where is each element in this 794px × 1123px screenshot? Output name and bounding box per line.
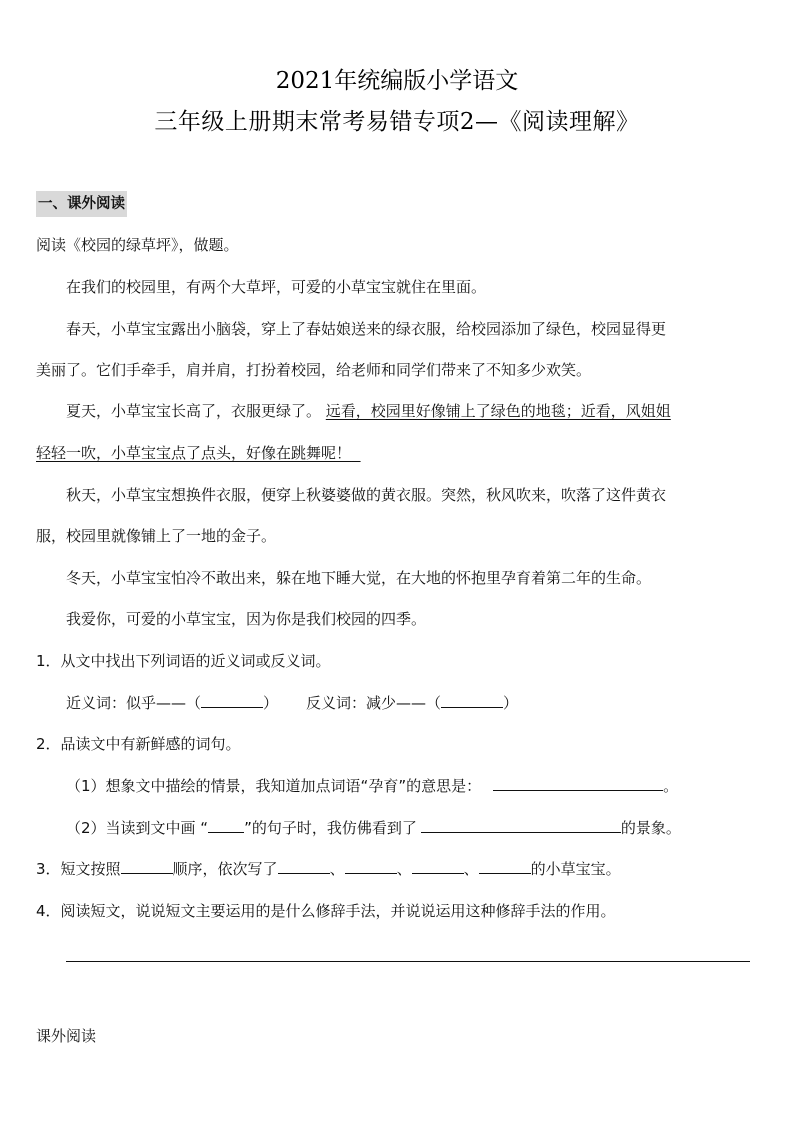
question-3-end: 的小草宝宝。 — [530, 860, 621, 878]
season-blank-1[interactable] — [278, 858, 330, 874]
season-blank-3[interactable] — [412, 858, 464, 874]
question-1: 1．从文中找出下列词语的近义词或反义词。 — [36, 652, 331, 670]
question-2-sub-2 — [66, 817, 681, 839]
season-blank-2[interactable] — [345, 858, 397, 874]
question-3-middle: 顺序，依次写了 — [172, 860, 278, 878]
separator-2: 、 — [396, 860, 412, 878]
question-4-answer-line[interactable] — [66, 961, 750, 962]
order-answer-blank[interactable] — [121, 858, 173, 874]
title-line-1: 2021年统编版小学语文 — [275, 68, 519, 94]
passage-paragraph-1: 在我们的校园里，有两个大草坪，可爱的小草宝宝就住在里面。 — [66, 278, 487, 296]
separator-1: 、 — [329, 860, 345, 878]
summer-sentence: 夏天，小草宝宝长高了，衣服更绿了。 — [66, 402, 322, 420]
question-2-2-middle: ”的句子时，我仿佛看到了 — [244, 819, 417, 837]
antonym-close: ） — [503, 694, 519, 712]
passage-paragraph-5: 冬天，小草宝宝怕冷不敢出来，躲在地下睡大觉，在大地的怀抱里孕育着第二年的生命。 — [66, 569, 652, 587]
passage-paragraph-3-line-2 — [36, 442, 361, 464]
question-2-2-end: 的景象。 — [620, 819, 681, 837]
separator-3: 、 — [463, 860, 479, 878]
section-heading: 一、课外阅读 — [36, 191, 127, 217]
synonym-prompt: 近义词：似乎——（ — [66, 694, 202, 712]
question-2-2-mark-blank[interactable] — [208, 817, 244, 833]
question-3 — [36, 858, 621, 880]
passage-paragraph-6: 我爱你，可爱的小草宝宝，因为你是我们校园的四季。 — [66, 610, 427, 628]
question-2-2-answer-blank[interactable] — [421, 817, 621, 833]
passage-paragraph-2-line-1: 春天，小草宝宝露出小脑袋，穿上了春姑娘送来的绿衣服，给校园添加了绿色，校园显得更 — [66, 320, 667, 338]
reading-instruction: 阅读《校园的绿草坪》，做题。 — [36, 236, 239, 254]
question-2-sub-1 — [66, 775, 678, 797]
passage-paragraph-3-line-1 — [66, 400, 671, 422]
season-blank-4[interactable] — [479, 858, 531, 874]
footer-label: 课外阅读 — [36, 1027, 97, 1045]
question-2-1-answer-blank[interactable] — [493, 775, 663, 791]
synonym-close: ） — [263, 694, 279, 712]
underline-tail — [351, 444, 361, 462]
underlined-sentence-part-1: 远看，校园里好像铺上了绿色的地毯；近看，风姐姐 — [325, 402, 671, 420]
question-2: 2．品读文中有新鲜感的词句。 — [36, 735, 241, 753]
title-line-2: 三年级上册期末常考易错专项2—《阅读理解》 — [154, 109, 640, 135]
question-2-1-end: 。 — [663, 777, 679, 795]
question-2-1-prompt: （1）想象文中描绘的情景，我知道加点词语“孕育”的意思是： — [66, 777, 482, 795]
underlined-sentence-part-2: 轻轻一吹，小草宝宝点了点头，好像在跳舞呢！ — [36, 444, 352, 462]
question-2-2-prompt: （2）当读到文中画 “ — [66, 819, 209, 837]
passage-paragraph-2-line-2: 美丽了。它们手牵手，肩并肩，打扮着校园，给老师和同学们带来了不知多少欢笑。 — [36, 361, 592, 379]
passage-paragraph-4-line-2: 服，校园里就像铺上了一地的金子。 — [36, 527, 277, 545]
synonym-answer-blank[interactable] — [201, 692, 263, 708]
question-1-answers — [66, 692, 518, 714]
antonym-prompt: 反义词：减少——（ — [306, 694, 442, 712]
antonym-answer-blank[interactable] — [441, 692, 503, 708]
question-4: 4．阅读短文，说说短文主要运用的是什么修辞手法，并说说运用这种修辞手法的作用。 — [36, 902, 616, 920]
question-3-prompt: 3．短文按照 — [36, 860, 121, 878]
passage-paragraph-4-line-1: 秋天，小草宝宝想换件衣服，便穿上秋婆婆做的黄衣服。突然，秋风吹来，吹落了这件黄衣 — [66, 486, 667, 504]
